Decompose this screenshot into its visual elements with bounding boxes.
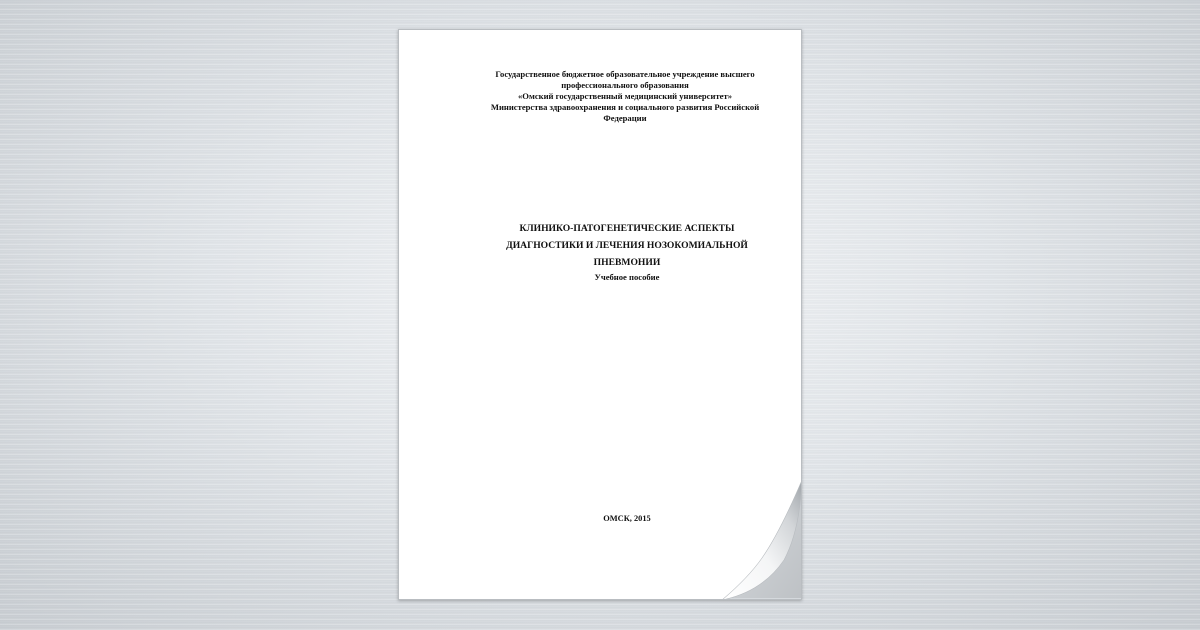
document-title bbox=[399, 220, 802, 271]
document-subtitle: Учебное пособие bbox=[594, 272, 660, 282]
institution-header bbox=[439, 69, 802, 124]
header-line: Государственное бюджетное образовательное учреждение высшего bbox=[495, 69, 755, 79]
title-line: ДИАГНОСТИКИ И ЛЕЧЕНИЯ НОЗОКОМИАЛЬНОЙ bbox=[506, 240, 748, 251]
page-curl-icon bbox=[722, 480, 802, 600]
header-line: Министерства здравоохранения и социального развития Российской bbox=[490, 102, 760, 112]
city-year: ОМСК, 2015 bbox=[603, 514, 651, 523]
header-line: профессионального образования bbox=[561, 80, 689, 90]
document-page bbox=[398, 29, 802, 600]
header-line: Федерации bbox=[603, 113, 647, 123]
header-line: «Омский государственный медицинский университет» bbox=[518, 91, 732, 101]
title-line: ПНЕВМОНИИ bbox=[593, 257, 661, 268]
title-line: КЛИНИКО-ПАТОГЕНЕТИЧЕСКИЕ АСПЕКТЫ bbox=[519, 223, 735, 234]
